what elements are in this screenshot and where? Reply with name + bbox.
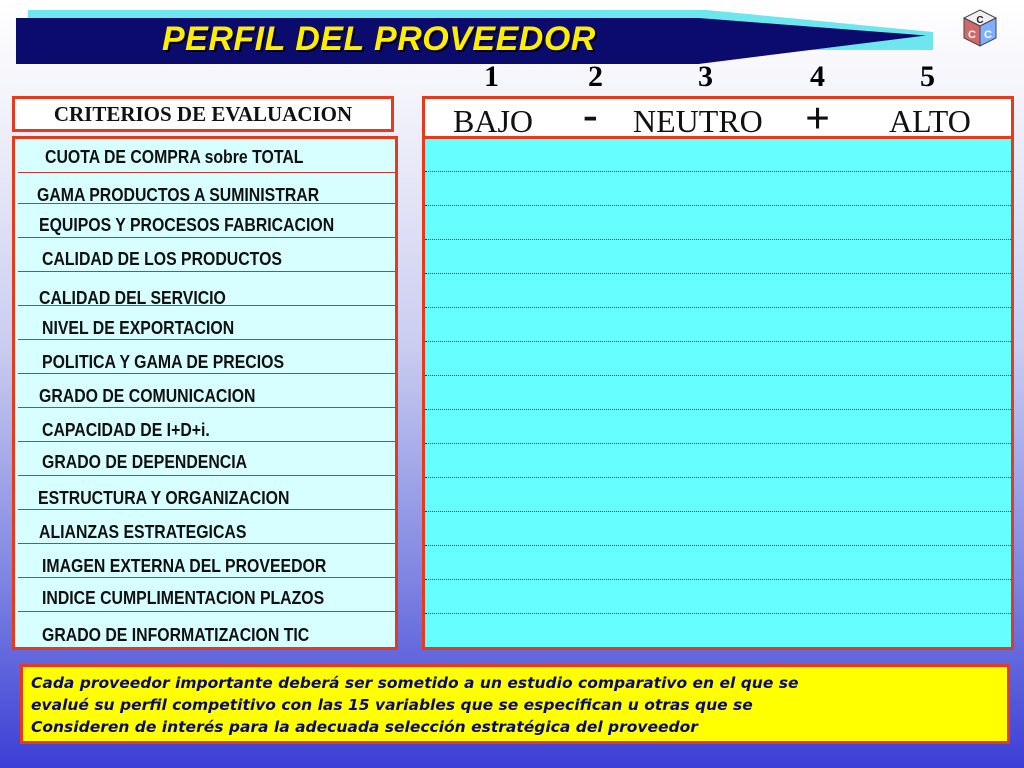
page-title: PERFIL DEL PROVEEDOR	[162, 20, 596, 58]
grid-line	[425, 307, 1011, 308]
criterion-label: CUOTA DE COMPRA sobre TOTAL	[45, 147, 304, 167]
criterion-label: CALIDAD DE LOS PRODUCTOS	[42, 249, 282, 269]
grid-line	[425, 409, 1011, 410]
scale-number-5: 5	[920, 60, 935, 93]
scale-neutral-label: NEUTRO	[633, 103, 763, 139]
note-line: evalué su perfil competitivo con las 15 variables que se especifican u otras que se	[31, 696, 753, 714]
criteria-list	[12, 136, 398, 650]
criterion-label: GRADO DE DEPENDENCIA	[42, 452, 248, 472]
criterion-label: CAPACIDAD DE I+D+i.	[42, 420, 210, 440]
plus-sign: +	[805, 94, 831, 143]
grid-line	[425, 613, 1011, 614]
scale-number-1: 1	[484, 60, 499, 93]
criterion-label: CALIDAD DEL SERVICIO	[39, 288, 226, 308]
criterion-label: ALIANZAS ESTRATEGICAS	[39, 522, 247, 542]
grid-line	[425, 545, 1011, 546]
criterion-label: EQUIPOS Y PROCESOS FABRICACION	[39, 215, 335, 235]
criterion-label: GRADO DE COMUNICACION	[39, 386, 256, 406]
scale-high-label: ALTO	[889, 103, 971, 139]
scale-low-label: BAJO	[453, 103, 534, 139]
evaluation-grid	[422, 90, 1014, 650]
scale-number-2: 2	[588, 60, 603, 93]
criterion-label: INDICE CUMPLIMENTACION PLAZOS	[42, 588, 325, 608]
criteria-header: CRITERIOS DE EVALUACION	[12, 96, 394, 132]
grid-line	[425, 375, 1011, 376]
grid-line	[425, 239, 1011, 240]
criterion-label: GAMA PRODUCTOS A SUMINISTRAR	[37, 185, 320, 205]
grid-line	[425, 477, 1011, 478]
note-line: Consideren de interés para la adecuada selección estratégica del proveedor	[31, 718, 698, 736]
grid-line	[425, 171, 1011, 172]
grid-line	[425, 579, 1011, 580]
grid-line	[425, 341, 1011, 342]
note-line: Cada proveedor importante deberá ser sometido a un estudio comparativo en el que se	[31, 674, 799, 692]
criterion-label: NIVEL DE EXPORTACION	[42, 318, 235, 338]
logo-letter: C	[984, 29, 992, 41]
grid-line	[425, 205, 1011, 206]
logo-letter: C	[976, 15, 984, 26]
criterion-label: IMAGEN EXTERNA DEL PROVEEDOR	[42, 556, 327, 576]
criterion-label: GRADO DE INFORMATIZACION TIC	[42, 625, 310, 645]
evaluation-scale-header	[425, 90, 1011, 143]
logo-letter: C	[968, 29, 976, 41]
ccc-logo-icon	[960, 8, 1000, 48]
scale-number-3: 3	[698, 60, 713, 93]
note-box	[20, 664, 1010, 744]
scale-number-4: 4	[810, 60, 825, 93]
criterion-label: POLITICA Y GAMA DE PRECIOS	[42, 352, 285, 372]
grid-line	[425, 511, 1011, 512]
minus-sign: -	[583, 90, 598, 139]
grid-line	[425, 273, 1011, 274]
criterion-label: ESTRUCTURA Y ORGANIZACION	[38, 488, 290, 508]
grid-line	[425, 443, 1011, 444]
